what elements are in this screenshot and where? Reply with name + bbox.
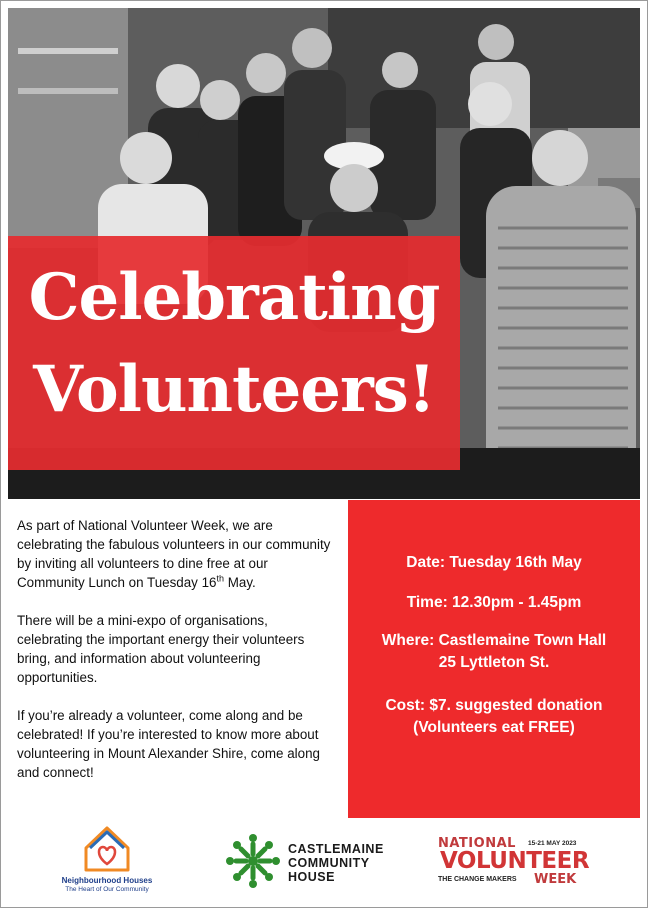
cch-line-3: HOUSE <box>288 870 335 884</box>
title-line-1: Celebrating <box>28 260 440 335</box>
house-heart-icon <box>46 822 168 874</box>
cch-name <box>288 842 384 884</box>
paragraph-invitation <box>17 516 337 592</box>
cost-note: (Volunteers eat FREE) <box>413 719 575 736</box>
cch-line-2: COMMUNITY <box>288 856 370 870</box>
paragraph-invitation-end: May. <box>224 575 256 590</box>
paragraph-expo: There will be a mini-expo of organisations, celebrating the important energy their volunteers bring, and information about volunteering opportunities. <box>17 613 305 685</box>
neighbourhood-houses-logo <box>46 822 168 900</box>
title-line-2: Volunteers! <box>33 352 435 427</box>
national-volunteer-week-logo <box>436 836 596 896</box>
nh-tagline: The Heart of Our Community <box>65 886 149 893</box>
cost-amount: Cost: $7. suggested donation <box>385 697 603 714</box>
event-details-panel <box>348 500 640 818</box>
event-time: Time: 12.30pm - 1.45pm <box>406 594 582 611</box>
paragraph-connect: If you’re already a volunteer, come along and be celebrated! If you’re interested to know more about volunteering in Mount Alexander Shire, come along and connect! <box>17 708 320 780</box>
paragraph-invitation-text: As part of National Volunteer Week, we are celebrating the fabulous volunteers in our community by inviting all volunteers to dine free at our Community Lunch on Tuesday 16 <box>17 518 331 590</box>
nh-name: Neighbourhood Houses <box>61 876 153 885</box>
location-address: 25 Lyttleton St. <box>438 654 550 671</box>
people-circle-icon <box>224 832 282 890</box>
event-cost <box>348 695 640 739</box>
nvw-week: WEEK <box>534 872 577 887</box>
nvw-change-makers: THE CHANGE MAKERS <box>438 876 517 883</box>
nvw-dates: 15-21 MAY 2023 <box>528 840 577 847</box>
body-text <box>17 516 337 801</box>
cch-line-1: CASTLEMAINE <box>288 842 384 856</box>
nvw-volunteer: VOLUNTEER <box>440 848 590 874</box>
event-date: Date: Tuesday 16th May <box>406 554 582 571</box>
location-venue: Where: Castlemaine Town Hall <box>381 632 607 649</box>
ordinal-suffix: th <box>216 573 225 584</box>
castlemaine-community-house-logo <box>224 832 404 892</box>
event-location <box>348 630 640 674</box>
nvw-national: NATIONAL <box>438 836 516 851</box>
